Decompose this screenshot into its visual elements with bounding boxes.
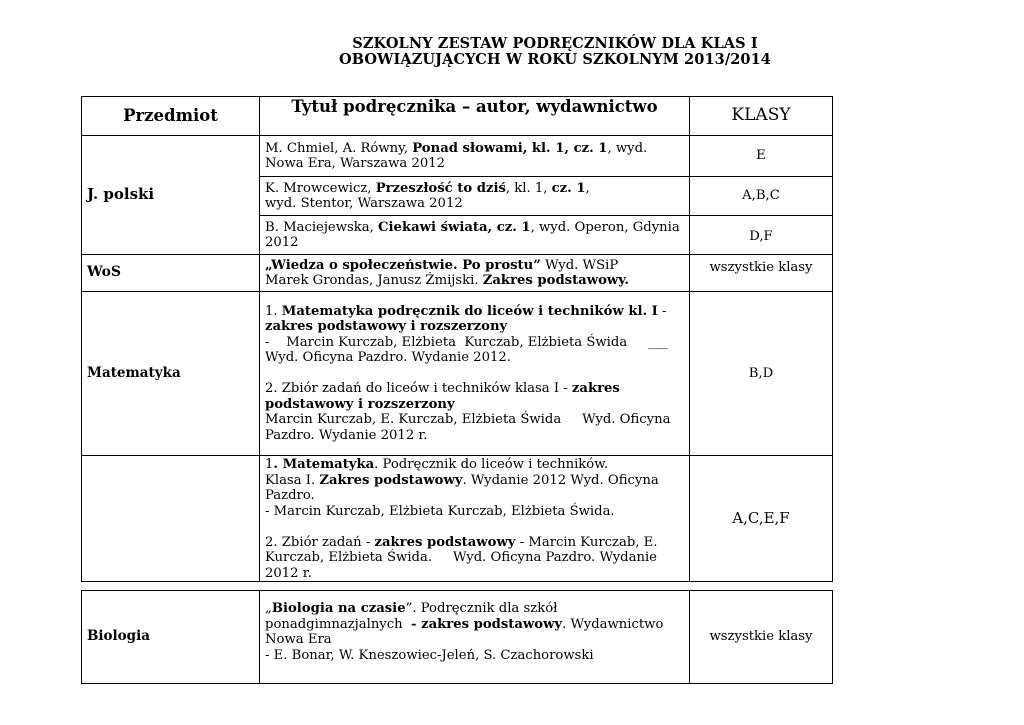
title-line-2: OBOWIĄZUJĄCYCH W ROKU SZKOLNYM 2013/2014 [339, 51, 771, 68]
subject-matematyka: Matematyka [82, 292, 260, 456]
subject-biologia: Biologia [82, 591, 260, 684]
book-text: 1 [265, 457, 274, 472]
classes-cell: A,C,E,F [690, 456, 833, 582]
book-title: Ciekawi świata, cz. 1 [378, 219, 531, 235]
book-title: Ponad słowami, kl. 1, cz. 1 [412, 140, 608, 156]
book-title: Biologia na czasie [271, 601, 406, 616]
table-row [82, 456, 833, 582]
header-classes: KLASY [690, 97, 833, 136]
book-cell [260, 255, 690, 292]
book-publisher: 2012 r. [265, 565, 312, 581]
subject-wos: WoS [82, 255, 260, 292]
document-title [300, 36, 810, 68]
classes-cell: wszystkie klasy [690, 591, 833, 684]
book-text: 1. [265, 303, 282, 319]
header-subject: Przedmiot [82, 97, 260, 136]
classes-cell: A,B,C [690, 177, 833, 216]
book-text: , [585, 180, 590, 196]
book-text: B. Maciejewska, [265, 219, 379, 235]
book-scope: zakres [571, 381, 620, 397]
classes-cell: B,D [690, 292, 833, 456]
book-text: Marek Grondas, Janusz Żmijski. [265, 273, 483, 288]
table-row [82, 136, 833, 177]
table-row [82, 292, 833, 456]
book-authors: - E. Bonar, W. Kneszowiec-Jeleń, S. Czachorowski [265, 647, 594, 663]
book-text: K. Mrowcewicz, [265, 180, 376, 196]
book-publisher: Wyd. Oficyna Pazdro. Wydanie 2012. [265, 350, 511, 366]
book-scope: Zakres podstawowy [319, 472, 463, 488]
biology-table [81, 590, 833, 684]
header-book: Tytuł podręcznika – autor, wydawnictwo [260, 97, 690, 136]
book-text: . Wydanie 2012 Wyd. Oficyna [462, 472, 659, 488]
book-authors: - Marcin Kurczab, Elżbieta Kurczab, Elżbieta Świda. [265, 503, 615, 519]
textbook-table [81, 96, 833, 582]
book-text: . Podręcznik do liceów i techników. [374, 457, 609, 472]
book-text: , wyd. Operon, Gdynia [530, 219, 680, 235]
book-scope: zakres podstawowy [374, 534, 516, 550]
book-scope: zakres podstawowy i rozszerzony [265, 319, 508, 335]
book-title: Matematyka podręcznik do liceów i techników kl. I [281, 303, 658, 319]
book-text: , kl. 1, [505, 180, 552, 196]
table-row [82, 255, 833, 292]
book-text: „ [265, 601, 272, 616]
book-text: ponadgimnazjalnych [265, 616, 412, 632]
book-text: Wyd. WSiP [540, 257, 619, 273]
book-scope: Zakres podstawowy. [482, 273, 629, 288]
book-scope: podstawowy i rozszerzony [265, 396, 455, 412]
book-cell [260, 456, 690, 582]
book-title: „Wiedza o społeczeństwie. Po prostu” [265, 257, 541, 273]
book-text: M. Chmiel, A. Równy, [265, 140, 413, 156]
classes-cell: wszystkie klasy [690, 255, 833, 292]
book-part: cz. 1 [551, 180, 586, 196]
book-publisher: Kurczab, Elżbieta Świda. Wyd. Oficyna Pazdro. Wydanie [265, 550, 657, 565]
book-cell [260, 292, 690, 456]
book-title: Przeszłość to dziś [375, 180, 506, 196]
title-line-1: SZKOLNY ZESTAW PODRĘCZNIKÓW DLA KLAS I [352, 35, 758, 52]
book-text: ”. Podręcznik dla szkół [405, 601, 558, 616]
book-cell [260, 216, 690, 255]
book-cell [260, 177, 690, 216]
book-publisher: Pazdro. Wydanie 2012 r. [265, 427, 428, 443]
subject-empty [82, 456, 260, 582]
book-text: , wyd. [607, 140, 648, 156]
book-text: 2. Zbiór zadań - [265, 534, 375, 550]
table-header-row [82, 97, 833, 136]
book-text: - [657, 303, 667, 319]
classes-cell: E [690, 136, 833, 177]
book-text: 2. Zbiór zadań do liceów i techników klasa I - [265, 381, 572, 397]
subject-polski: J. polski [82, 136, 260, 255]
book-scope: - zakres podstawowy [411, 616, 563, 632]
book-text: wyd. Stentor, Warszawa 2012 [265, 196, 463, 211]
book-cell [260, 591, 690, 684]
book-text: Pazdro. [265, 488, 315, 503]
book-cell [260, 136, 690, 177]
book-title: . Matematyka [273, 457, 375, 472]
classes-cell: D,F [690, 216, 833, 255]
book-text: 2012 [265, 235, 299, 250]
book-text: Nowa Era, Warszawa 2012 [265, 156, 446, 171]
book-text: Klasa I. [265, 472, 320, 488]
book-text: - Marcin Kurczab, E. [515, 534, 658, 550]
book-authors: Marcin Kurczab, E. Kurczab, Elżbieta Świda Wyd. Oficyna [265, 412, 671, 428]
book-authors: - Marcin Kurczab, Elżbieta Kurczab, Elżbieta Świda ___ [265, 334, 668, 350]
book-text: . Wydawnictwo [562, 616, 664, 632]
table-row [82, 591, 833, 684]
book-publisher: Nowa Era [265, 632, 332, 647]
